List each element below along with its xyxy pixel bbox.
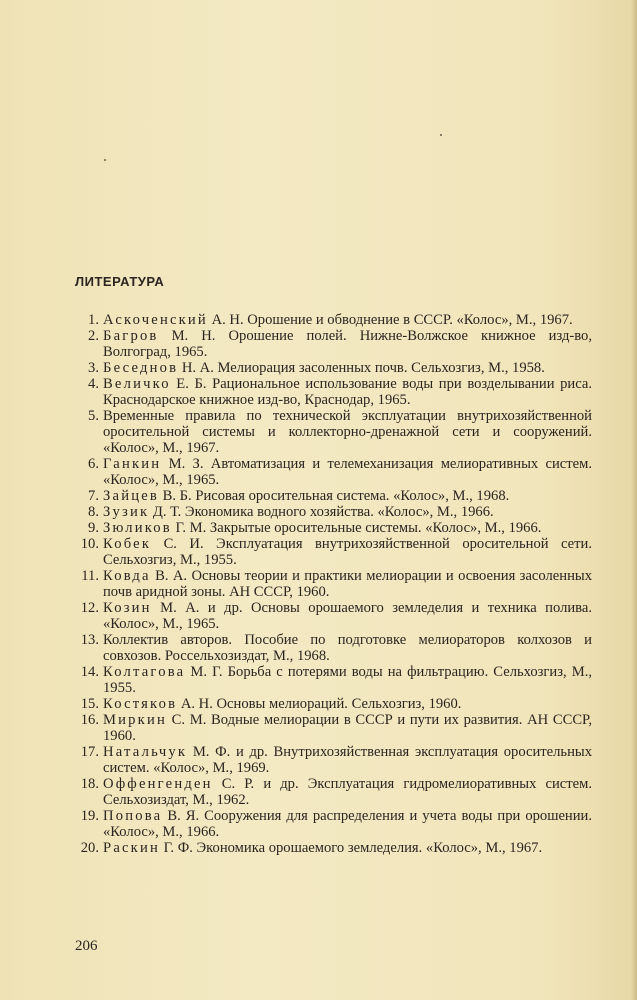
reference-item — [78, 776, 592, 808]
reference-number: 17. — [80, 744, 99, 760]
reference-item — [78, 456, 592, 488]
reference-item — [78, 520, 592, 536]
page-edge-shadow — [631, 0, 637, 1000]
reference-item — [78, 568, 592, 600]
reference-item — [78, 376, 592, 408]
reference-author: Зюликов — [103, 520, 172, 536]
reference-item — [78, 536, 592, 568]
reference-number: 8. — [88, 504, 99, 520]
reference-text: Временные правила по технической эксплуатации внутрихозяйственной оросительной системы и коллекторно-дренажной сети и сооружений. «Колос», М., 1967. — [103, 408, 592, 456]
reference-item — [78, 504, 592, 520]
reference-item — [78, 840, 592, 856]
reference-number: 12. — [80, 600, 99, 616]
reference-item — [78, 600, 592, 632]
section-heading: ЛИТЕРАТУРА — [75, 274, 165, 289]
reference-number: 13. — [80, 632, 99, 648]
reference-number: 2. — [88, 328, 99, 344]
reference-author: Кобек — [103, 536, 152, 552]
reference-text: М. А. и др. Основы орошаемого земледелия и техника полива. «Колос», М., 1965. — [103, 600, 592, 632]
print-speck — [104, 159, 106, 161]
reference-author: Зайцев — [103, 488, 159, 504]
reference-item — [78, 744, 592, 776]
reference-item — [78, 664, 592, 696]
reference-author: Зузик — [103, 504, 150, 520]
reference-item — [78, 488, 592, 504]
reference-text: М. Ф. и др. Внутрихозяйственная эксплуатация оросительных систем. «Колос», М., 1969. — [103, 744, 592, 776]
reference-author: Колтагова — [103, 664, 186, 680]
reference-text: В. Я. Сооружения для распределения и учета воды при орошении. «Колос», М., 1966. — [103, 808, 592, 840]
reference-author: Оффенгенден — [103, 776, 213, 792]
page-number: 206 — [75, 938, 98, 954]
reference-number: 16. — [80, 712, 99, 728]
reference-text: Д. Т. Экономика водного хозяйства. «Колос», М., 1966. — [149, 504, 494, 520]
reference-text: М. Н. Орошение полей. Нижне-Волжское книжное изд-во, Волгоград, 1965. — [103, 328, 592, 360]
reference-number: 15. — [80, 696, 99, 712]
reference-author: Раскин — [103, 840, 160, 856]
reference-author: Ковда — [103, 568, 151, 584]
reference-number: 6. — [88, 456, 99, 472]
reference-text: А. Н. Орошение и обводнение в СССР. «Колос», М., 1967. — [207, 312, 573, 328]
reference-author: Багров — [103, 328, 159, 344]
print-speck — [440, 134, 442, 136]
reference-number: 4. — [88, 376, 99, 392]
reference-text: Н. А. Мелиорация засоленных почв. Сельхозгиз, М., 1958. — [178, 360, 545, 376]
reference-text: С. Р. и др. Эксплуатация гидромелиоративных систем. Сельхозиздат, М., 1962. — [103, 776, 592, 808]
reference-author: Ганкин — [103, 456, 162, 472]
reference-number: 7. — [88, 488, 99, 504]
reference-text: Е. Б. Рациональное использование воды при возделывании риса. Краснодарское книжное изд-во, Краснодар, 1965. — [103, 376, 592, 408]
reference-text: Г. М. Закрытые оросительные системы. «Колос», М., 1966. — [171, 520, 542, 536]
reference-number: 19. — [80, 808, 99, 824]
reference-number: 1. — [88, 312, 99, 328]
reference-author: Костяков — [103, 696, 178, 712]
reference-text: Коллектив авторов. Пособие по подготовке мелиораторов колхозов и совхозов. Россельхозиздат, М., 1968. — [103, 632, 592, 664]
reference-text: А. Н. Основы мелиораций. Сельхозгиз, 1960. — [177, 696, 462, 712]
reference-text: М. Г. Борьба с потерями воды на фильтрацию. Сельхозгиз, М., 1955. — [103, 664, 592, 696]
reference-number: 9. — [88, 520, 99, 536]
reference-number: 5. — [88, 408, 99, 424]
reference-item — [78, 408, 592, 456]
reference-text: С. М. Водные мелиорации в СССР и пути их развития. АН СССР, 1960. — [103, 712, 592, 744]
reference-item — [78, 328, 592, 360]
reference-number: 18. — [80, 776, 99, 792]
reference-list — [78, 312, 592, 856]
reference-item — [78, 632, 592, 664]
reference-author: Беседнов — [103, 360, 179, 376]
reference-number: 10. — [80, 536, 99, 552]
reference-item — [78, 360, 592, 376]
reference-number: 3. — [88, 360, 99, 376]
reference-text: М. З. Автоматизация и телемеханизация мелиоративных систем. «Колос», М., 1965. — [103, 456, 592, 488]
reference-item — [78, 808, 592, 840]
reference-author: Величко — [103, 376, 171, 392]
reference-number: 14. — [80, 664, 99, 680]
reference-item — [78, 712, 592, 744]
reference-item — [78, 696, 592, 712]
reference-text: В. Б. Рисовая оросительная система. «Колос», М., 1968. — [158, 488, 510, 504]
reference-number: 20. — [80, 840, 99, 856]
reference-text: С. И. Эксплуатация внутрихозяйственной оросительной сети. Сельхозгиз, М., 1955. — [103, 536, 592, 568]
reference-text: Г. Ф. Экономика орошаемого земледелия. «Колос», М., 1967. — [159, 840, 543, 856]
reference-number: 11. — [81, 568, 99, 584]
reference-text: В. А. Основы теории и практики мелиорации и освоения засоленных почв аридной зоны. АН СССР, 1960. — [103, 568, 592, 600]
reference-item — [78, 312, 592, 328]
reference-author: Козин — [103, 600, 152, 616]
reference-author: Попова — [103, 808, 163, 824]
reference-author: Миркин — [103, 712, 167, 728]
reference-author: Натальчук — [103, 744, 188, 760]
reference-author: Аскоченский — [103, 312, 208, 328]
